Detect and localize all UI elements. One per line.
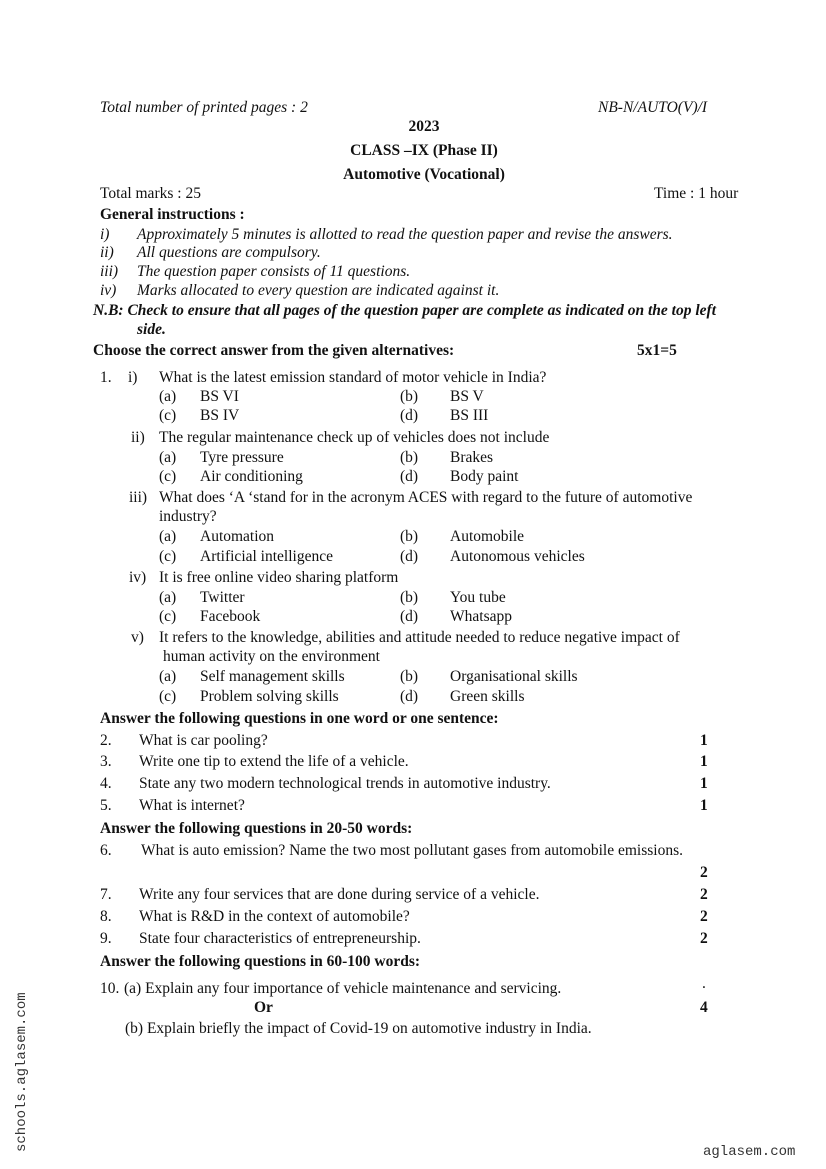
nb-note: N.B: Check to ensure that all pages of the question paper are complete as indicated on the top left — [93, 302, 716, 319]
option-text: Autonomous vehicles — [450, 548, 585, 565]
question-number: 5. — [100, 797, 112, 814]
sub-question-number: iii) — [129, 489, 148, 506]
instruction-number: iii) — [100, 263, 119, 280]
question-number: 7. — [100, 886, 112, 903]
option-text: Twitter — [200, 589, 245, 606]
question-marks: 2 — [700, 886, 708, 903]
dot-mark: . — [702, 975, 706, 992]
option-text: Green skills — [450, 688, 525, 705]
question-number: 10. — [100, 980, 120, 997]
question-marks: 1 — [700, 732, 708, 749]
time: Time : 1 hour — [654, 185, 739, 202]
sub-question-text: What is the latest emission standard of motor vehicle in India? — [159, 369, 547, 386]
question-text: State any two modern technological trends in automotive industry. — [139, 775, 551, 792]
option-text: Organisational skills — [450, 668, 578, 685]
question-text: What is internet? — [139, 797, 245, 814]
option-text: Artificial intelligence — [200, 548, 333, 565]
option-label: (d) — [400, 548, 419, 565]
question-text: Write one tip to extend the life of a vehicle. — [139, 753, 409, 770]
question-number: 8. — [100, 908, 112, 925]
subject-title: Automotive (Vocational) — [343, 166, 505, 183]
option-text: Whatsapp — [450, 608, 512, 625]
side-watermark: schools.aglasem.com — [14, 992, 30, 1152]
option-label: (d) — [400, 608, 419, 625]
option-label: (b) — [400, 388, 419, 405]
option-text: Tyre pressure — [200, 449, 284, 466]
question-10a: (a) Explain any four importance of vehicle maintenance and servicing. — [124, 980, 562, 997]
option-label: (c) — [159, 608, 177, 625]
option-text: Problem solving skills — [200, 688, 339, 705]
class-title: CLASS –IX (Phase II) — [350, 142, 498, 159]
question-number: 2. — [100, 732, 112, 749]
sub-question-number: iv) — [129, 569, 147, 586]
option-label: (a) — [159, 668, 177, 685]
section-d-title: Answer the following questions in 60-100 words: — [100, 953, 421, 970]
sub-question-text: The regular maintenance check up of vehicles does not include — [159, 429, 550, 446]
option-text: BS IV — [200, 407, 240, 424]
instructions-title: General instructions : — [100, 206, 245, 223]
nb-note-cont: side. — [137, 321, 166, 338]
instruction-number: i) — [100, 226, 110, 243]
option-label: (b) — [400, 668, 419, 685]
question-text: What is car pooling? — [139, 732, 268, 749]
sub-question-text: It refers to the knowledge, abilities and attitude needed to reduce negative impact of — [159, 629, 680, 646]
section-a-title: Choose the correct answer from the given alternatives: — [93, 342, 455, 359]
sub-question-text: What does ‘A ‘stand for in the acronym ACES with regard to the future of automotive — [159, 489, 693, 506]
sub-question-number: ii) — [131, 429, 145, 446]
question-number: 6. — [100, 842, 112, 859]
question-marks: 1 — [700, 753, 708, 770]
instruction-text: All questions are compulsory. — [137, 244, 321, 261]
question-number: 3. — [100, 753, 112, 770]
option-label: (a) — [159, 589, 177, 606]
question-marks: 2 — [700, 908, 708, 925]
instruction-text: Approximately 5 minutes is allotted to read the question paper and revise the answers. — [137, 226, 673, 243]
option-label: (a) — [159, 449, 177, 466]
instruction-number: ii) — [100, 244, 114, 261]
question-marks: 2 — [700, 930, 708, 947]
question-marks: 2 — [700, 864, 708, 881]
option-label: (c) — [159, 407, 177, 424]
option-label: (b) — [400, 528, 419, 545]
sub-question-text-cont: industry? — [159, 508, 217, 525]
option-text: You tube — [450, 589, 506, 606]
paper-code: NB-N/AUTO(V)/I — [598, 99, 708, 116]
option-text: Body paint — [450, 468, 519, 485]
question-text: State four characteristics of entrepreneurship. — [139, 930, 421, 947]
section-a-marks: 5x1=5 — [637, 342, 677, 359]
question-number: 1. — [100, 369, 112, 386]
option-text: Self management skills — [200, 668, 345, 685]
sub-question-number: i) — [128, 369, 138, 386]
option-label: (d) — [400, 407, 419, 424]
question-number: 9. — [100, 930, 112, 947]
option-text: BS III — [450, 407, 489, 424]
option-label: (d) — [400, 468, 419, 485]
option-label: (c) — [159, 548, 177, 565]
section-c-title: Answer the following questions in 20-50 words: — [100, 820, 413, 837]
or-label: Or — [254, 999, 273, 1016]
option-label: (b) — [400, 589, 419, 606]
question-marks: 1 — [700, 775, 708, 792]
option-label: (d) — [400, 688, 419, 705]
question-text: Write any four services that are done during service of a vehicle. — [139, 886, 540, 903]
sub-question-text: It is free online video sharing platform — [159, 569, 399, 586]
total-marks: Total marks : 25 — [100, 185, 201, 202]
option-text: Brakes — [450, 449, 494, 466]
option-label: (c) — [159, 688, 177, 705]
option-label: (a) — [159, 528, 177, 545]
question-text: What is R&D in the context of automobile? — [139, 908, 410, 925]
printed-pages: Total number of printed pages : 2 — [100, 99, 308, 116]
instruction-text: The question paper consists of 11 questions. — [137, 263, 411, 280]
option-text: BS V — [450, 388, 484, 405]
option-text: Air conditioning — [200, 468, 303, 485]
sub-question-number: v) — [131, 629, 144, 646]
sub-question-text-cont: human activity on the environment — [163, 648, 380, 665]
option-label: (a) — [159, 388, 177, 405]
option-label: (c) — [159, 468, 177, 485]
year: 2023 — [408, 118, 440, 135]
question-marks: 1 — [700, 797, 708, 814]
option-text: Automobile — [450, 528, 525, 545]
option-label: (b) — [400, 449, 419, 466]
option-text: Automation — [200, 528, 275, 545]
bottom-watermark: aglasem.com — [703, 1144, 796, 1160]
option-text: Facebook — [200, 608, 261, 625]
question-text: What is auto emission? Name the two most pollutant gases from automobile emissions. — [141, 842, 683, 859]
question-10b: (b) Explain briefly the impact of Covid-19 on automotive industry in India. — [125, 1020, 592, 1037]
option-text: BS VI — [200, 388, 239, 405]
section-b-title: Answer the following questions in one word or one sentence: — [100, 710, 499, 727]
instruction-text: Marks allocated to every question are indicated against it. — [137, 282, 500, 299]
question-marks: 4 — [700, 999, 708, 1016]
instruction-number: iv) — [100, 282, 117, 299]
question-number: 4. — [100, 775, 112, 792]
